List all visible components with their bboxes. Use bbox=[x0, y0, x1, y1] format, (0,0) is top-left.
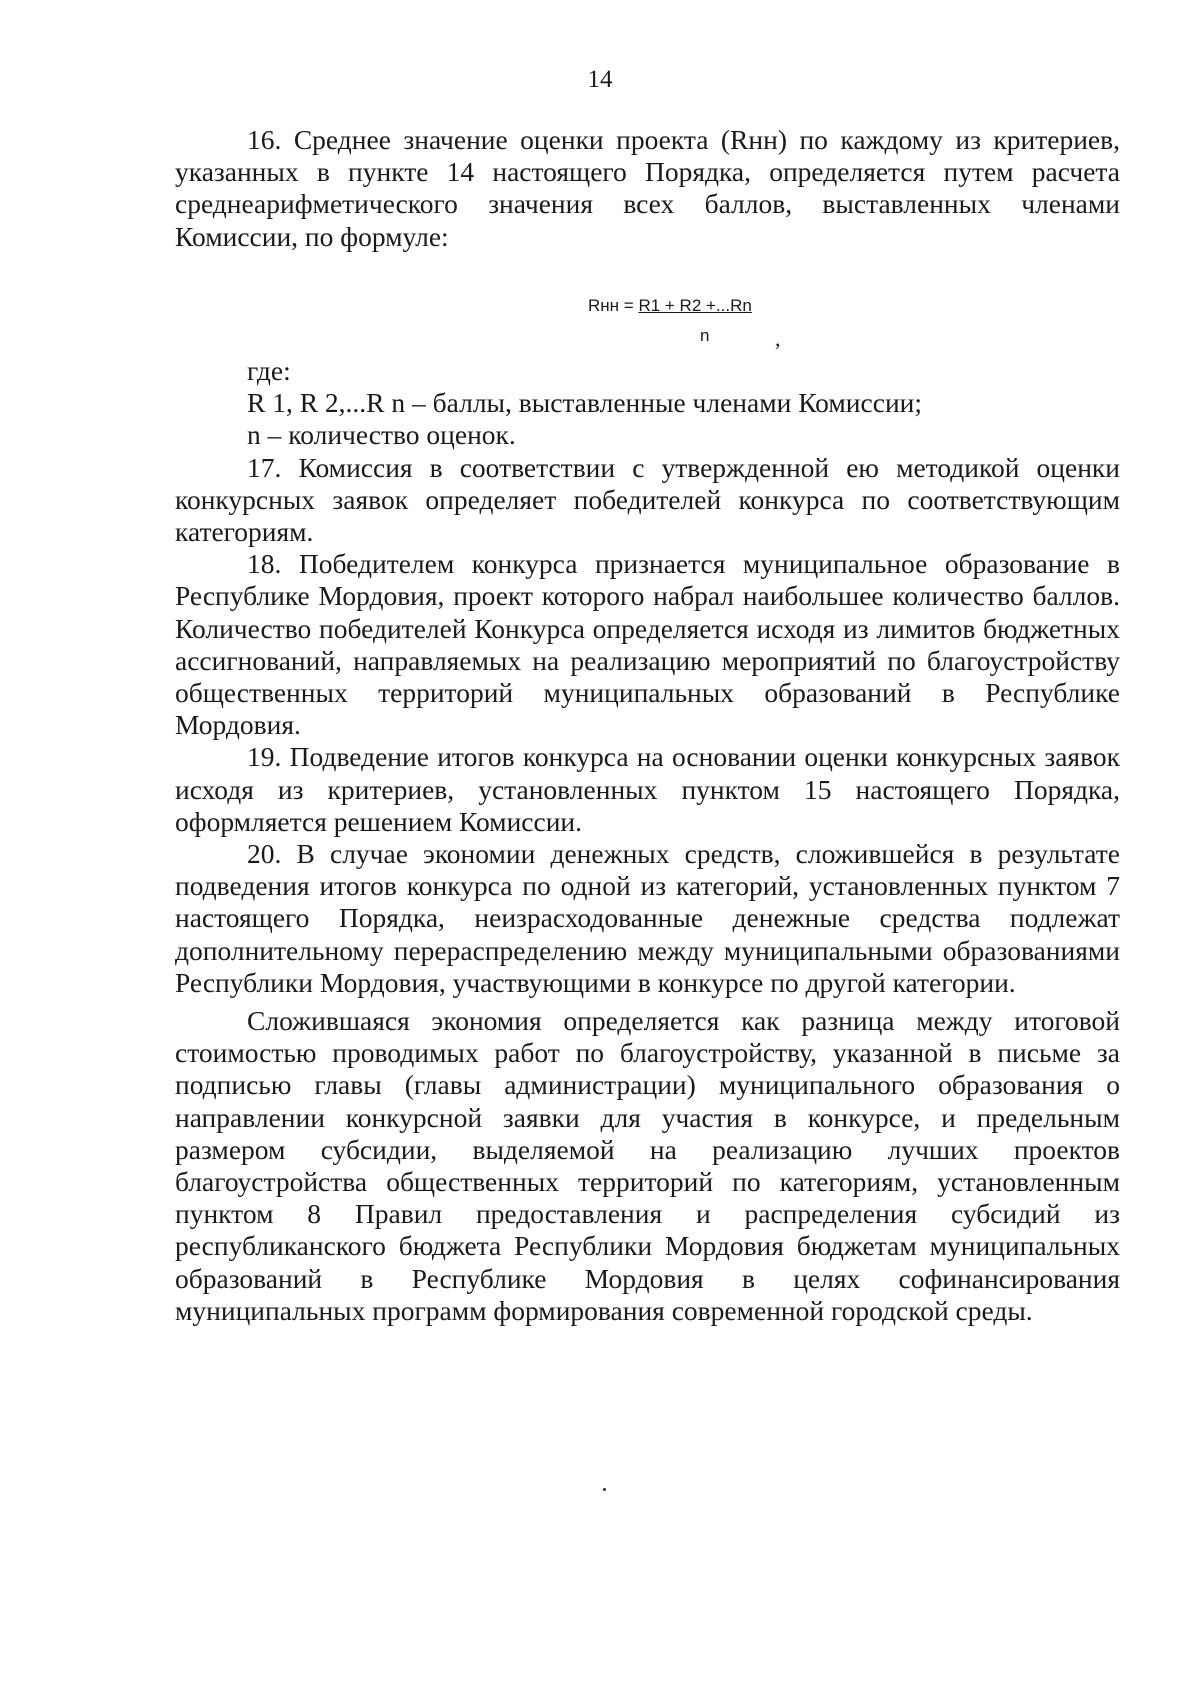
page-number: 14 bbox=[587, 66, 613, 93]
formula-expression bbox=[588, 296, 752, 316]
formula-numerator: R1 + R2 +...Rn bbox=[638, 296, 752, 315]
formula-lhs: Rнн = bbox=[588, 296, 639, 315]
formula-trailing-comma: , bbox=[775, 326, 781, 351]
paragraph-20: 20. В случае экономии денежных средств, сложившейся в результате подведения итогов конкурса по одной из категорий, установленных пунктом 7 настоящего Порядка, неизрасходованные денежные средства подлежат дополнительному перераспределению между муниципальными образованиями Республики Мордовия, участвующими в конкурсе по другой категории. bbox=[175, 838, 1120, 998]
paragraph-18: 18. Победителем конкурса признается муниципальное образование в Республике Мордовия, проект которого набрал наибольшее количество баллов. Количество победителей Конкурса определяется исходя из лимитов бюджетных ассигнований, направляемых на реализацию мероприятий по благоустройству общественных территорий муниципальных образований в Республике Мордовия. bbox=[175, 548, 1120, 741]
intro-section bbox=[175, 124, 1120, 253]
paragraph-savings: Сложившаяся экономия определяется как разница между итоговой стоимостью проводимых работ по благоустройству, указанной в письме за подписью главы (главы администрации) муниципального образования о направлении конкурсной заявки для участия в конкурсе, и предельным размером субсидии, выделяемой на реализацию лучших проектов благоустройства общественных территорий по категориям, установленным пунктом 8 Правил предоставления и распределения субсидий из республиканского бюджета Республики Мордовия бюджетам муниципальных образований в Республике Мордовия в целях софинансирования муниципальных программ формирования современной городской среды. bbox=[175, 1005, 1120, 1326]
where-label: где: bbox=[247, 355, 291, 386]
paragraph-19: 19. Подведение итогов конкурса на основании оценки конкурсных заявок исходя из критериев, установленных пунктом 15 настоящего Порядка, оформляется решением Комиссии. bbox=[175, 741, 1120, 837]
paragraph-17: 17. Комиссия в соответствии с утвержденной ею методикой оценки конкурсных заявок определяет победителей конкурса по соответствующим категориям. bbox=[175, 451, 1120, 548]
scan-speck bbox=[603, 1488, 606, 1491]
formula-denominator: n bbox=[700, 326, 710, 345]
paragraph-16: 16. Среднее значение оценки проекта (Rнн) по каждому из критериев, указанных в пункте 14 настоящего Порядка, определяется путем расчета среднеарифметического значения всех баллов, выставленных членами Комиссии, по формуле: bbox=[175, 124, 1120, 252]
r-legend-line: R 1, R 2,...R n – баллы, выставленные членами Комиссии; bbox=[247, 387, 923, 419]
n-legend-line: n – количество оценок. bbox=[247, 419, 516, 451]
main-section bbox=[175, 355, 1120, 1327]
